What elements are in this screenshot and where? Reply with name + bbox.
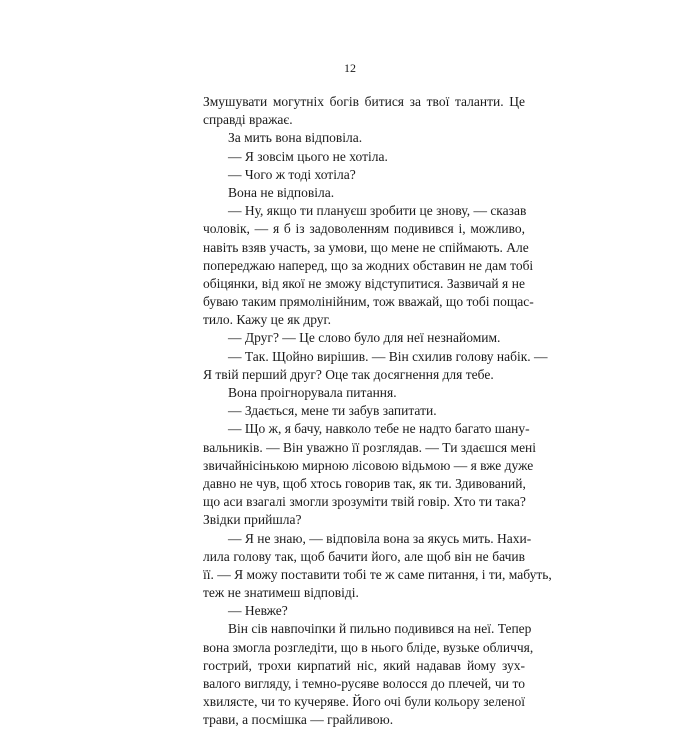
- text-line: Він сів навпочіпки й пильно подивився на неї. Тепер: [228, 621, 532, 637]
- text-line: що аси взагалі змогли зрозуміти твій говір. Хто ти така?: [203, 494, 526, 510]
- text-line: давно не чув, щоб хтось говорив так, як ти. Здивований,: [203, 475, 526, 491]
- text-line: навіть взяв участь, за умови, що мене не спіймають. Але: [203, 239, 529, 255]
- text-line: звичайнісінькою мирною лісовою відьмою — я вже дуже: [203, 457, 534, 473]
- page-number: 12: [344, 61, 356, 75]
- text-line: гострий, трохи кирпатий ніс, який надавав йому зух-: [203, 657, 525, 673]
- text-line: Вона не відповіла.: [228, 184, 335, 200]
- text-line: Звідки прийшла?: [203, 512, 302, 528]
- text-line: її. — Я можу поставити тобі те ж саме питання, і ти, мабуть,: [203, 566, 552, 582]
- text-line: — Так. Щойно вирішив. — Він схилив голову набік. —: [228, 348, 548, 364]
- text-line: вальників. — Він уважно її розглядав. — Ти здаєшся мені: [203, 439, 537, 455]
- text-line: — Ну, якщо ти плануєш зробити це знову, — сказав: [228, 203, 527, 219]
- text-line: попереджаю наперед, що за жодних обставин не дам тобі: [203, 257, 534, 273]
- text-line: — Друг? — Це слово було для неї незнайомим.: [228, 330, 501, 346]
- text-line: — Що ж, я бачу, навколо тебе не надто багато шану-: [228, 421, 530, 437]
- text-line: справді вражає.: [203, 112, 293, 128]
- text-line: Я твій перший друг? Оце так досягнення для тебе.: [203, 366, 494, 382]
- text-line: теж не знатимеш відповіді.: [203, 585, 359, 601]
- text-line: буваю таким прямолінійним, тож вважай, що тобі пощас-: [203, 294, 534, 310]
- text-line: хвилясте, чи то кучеряве. Його очі були кольору зеленої: [203, 694, 525, 710]
- text-line: — Здається, мене ти забув запитати.: [228, 403, 437, 419]
- text-line: За мить вона відповіла.: [228, 130, 363, 146]
- text-line: чоловік, — я б із задоволенням подивився і, можливо,: [203, 221, 525, 237]
- text-line: Змушувати могутніх богів битися за твої таланти. Це: [203, 94, 525, 109]
- text-line: тило. Кажу це як друг.: [203, 312, 331, 328]
- text-line: — Невже?: [228, 603, 288, 619]
- text-line: лила голову так, щоб бачити його, але щоб він не бачив: [203, 548, 525, 564]
- text-line: Вона проігнорувала питання.: [228, 385, 397, 400]
- text-line: обіцянки, від якої не зможу відступитися. Зазвичай я не: [203, 275, 525, 291]
- text-line: валого вигляду, і темно-русяве волосся до плечей, чи то: [203, 676, 525, 691]
- text-line: — Чого ж тоді хотіла?: [228, 166, 356, 182]
- text-line: — Я зовсім цього не хотіла.: [228, 148, 388, 164]
- text-line: трави, а посмішка — грайливою.: [203, 712, 394, 728]
- text-line: вона змогла розгледіти, що в нього бліде, вузьке обличчя,: [203, 639, 534, 655]
- text-line: — Я не знаю, — відповіла вона за якусь мить. Нахи-: [228, 530, 532, 546]
- body-text: [203, 93, 552, 730]
